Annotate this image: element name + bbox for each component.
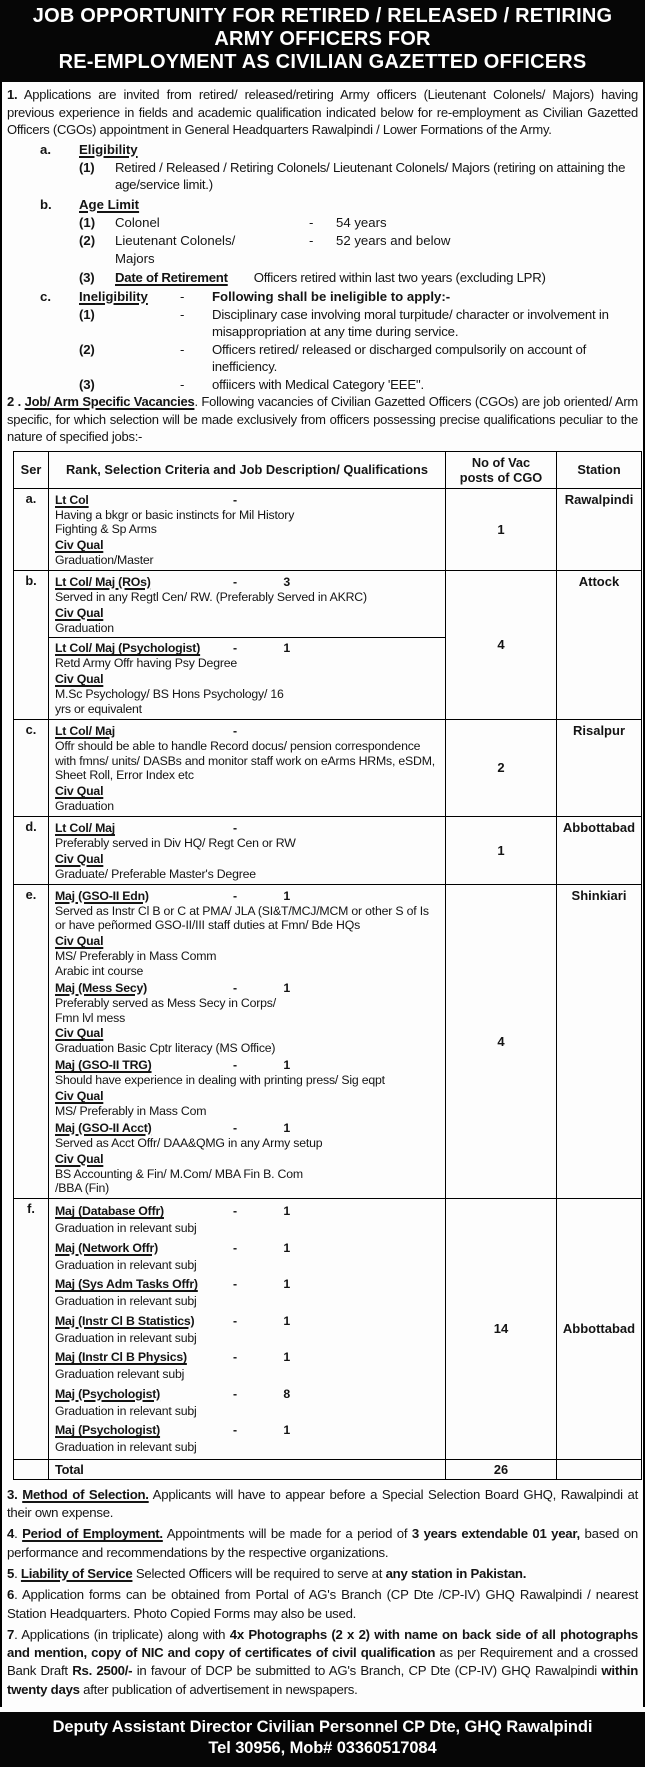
age-rank <box>115 214 309 232</box>
table-row <box>14 488 642 570</box>
station-cell: Shinkiari <box>557 884 642 1199</box>
vac-header-line1: No of Vac <box>471 454 531 470</box>
text-segment: 4 <box>7 1526 15 1542</box>
station-cell: Abbottabad <box>557 1199 642 1460</box>
footer-contact-line: Deputy Assistant Director Civilian Personnel CP Dte, GHQ Rawalpindi <box>52 1717 593 1736</box>
ser-cell: c. <box>14 719 49 816</box>
civ-qual-subhead: Civ Qual <box>55 1089 104 1104</box>
ser-cell: d. <box>14 817 49 885</box>
item-label: (3) <box>79 269 95 285</box>
text-segment: 3 years extendable 01 year, <box>411 1526 580 1542</box>
job-title-line <box>55 980 442 996</box>
column-header-ser: Ser <box>14 451 49 488</box>
dash-separator: - <box>233 641 237 656</box>
job-detail-text: Fmn lvl mess <box>55 1010 126 1025</box>
job-detail-text: Preferably served as Mess Secy in Corps/ <box>55 995 276 1010</box>
age-rank-line1: Colonel <box>115 214 160 230</box>
job-title: Maj (Psychologist) <box>55 1386 161 1401</box>
text-segment: 1. <box>7 87 18 102</box>
retirement-date-title: Date of Retirement <box>115 269 228 285</box>
dash-separator: - <box>233 1120 237 1135</box>
age-value: 54 years <box>336 214 387 230</box>
job-title: Maj (GSO-II TRG) <box>55 1058 152 1073</box>
dash-separator: - <box>309 232 314 248</box>
text-segment: after publication of advertisement in newspapers. <box>79 1681 358 1697</box>
total-label-cell: Total <box>49 1459 446 1479</box>
text-segment: Ineligibility <box>79 288 148 304</box>
text-segment: Following shall be ineligible to apply:- <box>212 288 451 304</box>
ser-cell: a. <box>14 488 49 570</box>
job-title: Maj (Sys Adm Tasks Offr) <box>55 1277 198 1292</box>
text-segment: Appointments will be made for a period of <box>162 1526 412 1542</box>
note-paragraph <box>7 1525 638 1562</box>
item-text <box>212 376 638 394</box>
job-post-count: 1 <box>283 641 290 656</box>
ad-title-line-3: RE-EMPLOYMENT AS CIVILIAN GAZETTED OFFICERS <box>58 51 587 73</box>
description-cell <box>49 884 446 1199</box>
ser-cell <box>14 1459 49 1479</box>
job-post-count: 1 <box>283 1423 290 1438</box>
dash-separator: - <box>233 723 237 738</box>
ad-body <box>0 82 645 1707</box>
ineligibility-title <box>79 287 180 306</box>
text-segment: 2 . <box>7 394 21 409</box>
text-segment: . Application forms can be obtained from Portal of AG's Branch (CP Dte /CP-IV) GHQ Rawalpindi / nearest Station Headquarters. Photo Copied Forms may also be used. <box>7 1587 638 1621</box>
job-detail-text: Served in any Regtl Cen/ RW. (Preferably Served in AKRC) <box>55 589 367 604</box>
job-title: Lt Col/ Maj <box>55 723 115 738</box>
job-detail-text: Preferably served in Div HQ/ Regt Cen or RW <box>55 836 296 851</box>
station-cell: Rawalpindi <box>557 488 642 570</box>
job-detail-text: Served as Acct Offr/ DAA&QMG in any Army setup <box>55 1135 323 1150</box>
job-post-count: 3 <box>283 574 290 589</box>
job-post-count: 1 <box>283 980 290 995</box>
item-label: b. <box>40 196 52 212</box>
job-title: Maj (Psychologist) <box>55 1423 161 1438</box>
note-paragraph <box>7 1586 638 1623</box>
job-post-count: 1 <box>283 1058 290 1073</box>
civ-qual-subhead: Civ Qual <box>55 784 104 799</box>
text-segment: 4x Photographs (2 x 2) with name on back side of all photographs and mention, copy of NIC and copy of certificates of civil qualification <box>7 1626 638 1661</box>
text-segment: Selected Officers will be required to serve at <box>132 1565 386 1581</box>
job-detail-text: Graduation <box>55 799 114 814</box>
intro-paragraph <box>7 393 638 446</box>
retirement-date-text: Officers retired within last two years (excluding LPR) <box>253 269 546 285</box>
notes-section <box>7 1486 638 1699</box>
job-title-line <box>55 1385 442 1403</box>
text-segment: . Following vacancies of Civilian Gazetted Officers (CGOs) are job oriented/ Arm specific, for which selection will be made exclusively from officers possessing precise qualifications peculiar to the nature of specified jobs:- <box>7 394 638 444</box>
dash-separator: - <box>233 1313 237 1328</box>
text-segment: Retired / Released / Retiring Colonels/ Lieutenant Colonels/ Majors (retiring on attaining the age/service limit.) <box>115 159 626 192</box>
description-cell <box>49 570 446 719</box>
job-title-line <box>55 1202 442 1220</box>
job-title-line <box>55 1348 442 1366</box>
station-cell: Risalpur <box>557 719 642 816</box>
dash-separator: - <box>233 1058 237 1073</box>
age-value: 52 years and below <box>336 232 451 248</box>
ser-cell: e. <box>14 884 49 1199</box>
job-title: Maj (Network Offr) <box>55 1240 158 1255</box>
intro-paragraph <box>7 86 638 139</box>
vacancies-table <box>13 451 642 1480</box>
age-rank-line1: Lieutenant Colonels/ <box>115 232 236 248</box>
job-title: Lt Col/ Maj (Psychologist) <box>55 641 201 656</box>
row-divider <box>49 637 445 638</box>
job-title: Maj (Instr Cl B Statistics) <box>55 1313 195 1328</box>
job-post-count: 1 <box>283 1277 290 1292</box>
job-title-line <box>55 1239 442 1257</box>
dash-separator: - <box>233 1277 237 1292</box>
job-detail-text: Graduation relevant subj <box>55 1367 185 1382</box>
description-cell <box>49 488 446 570</box>
job-detail-text: /BBA (Fin) <box>55 1181 110 1196</box>
text-segment: Liability of Service <box>20 1565 133 1581</box>
civ-qual-subhead: Civ Qual <box>55 605 104 620</box>
dash-separator: - <box>233 888 237 903</box>
text-segment: in favour of DCP be submitted to AG's Branch, CP Dte (CP-IV) GHQ Rawalpindi <box>132 1663 602 1679</box>
table-row <box>14 1199 642 1460</box>
civ-qual-subhead: Civ Qual <box>55 851 104 866</box>
dash-separator: - <box>233 492 237 507</box>
text-segment: based on performance and recommendations by the respective organizations. <box>7 1526 638 1560</box>
item-text <box>79 197 139 212</box>
text-segment: Period of Employment. <box>22 1526 163 1542</box>
vac-header-line2: posts of CGO <box>459 469 543 485</box>
job-detail-text: Should have experience in dealing with printing press/ Sig eqpt <box>55 1073 385 1088</box>
dash-separator: - <box>233 821 237 836</box>
job-title-line <box>55 1312 442 1330</box>
dash-separator: - <box>233 1386 237 1401</box>
job-detail-text: Served as Instr Cl B or C at PMA/ JLA (SI&T/MCJ/MCM or other S of Is or have peñormed GSO-II/III staff duties at Fmn/ Bde HQs <box>55 903 429 933</box>
job-detail-text: yrs or equivalent <box>55 702 142 717</box>
text-segment: Officers retired/ released or discharged compulsorily on account of inefficiency. <box>212 341 587 374</box>
job-post-count: 8 <box>283 1386 290 1401</box>
dash-separator: - <box>180 376 185 392</box>
dash-separator: - <box>233 1350 237 1365</box>
age-rank-line2: Majors <box>115 250 155 266</box>
text-segment: Applicants will have to appear before a Special Selection Board GHQ, Rawalpindi at their own expense. <box>7 1486 638 1521</box>
ineligibility-item <box>7 341 638 376</box>
job-detail-text: M.Sc Psychology/ BS Hons Psychology/ 16 <box>55 687 284 702</box>
job-title: Maj (Instr Cl B Physics) <box>55 1350 187 1365</box>
civ-qual-subhead: Civ Qual <box>55 672 104 687</box>
ineligibility-item <box>7 376 638 394</box>
job-title-line <box>55 640 442 656</box>
dash-separator: - <box>233 574 237 589</box>
job-title-line <box>55 574 442 590</box>
ser-cell: b. <box>14 570 49 719</box>
ad-title-line-2: ARMY OFFICERS FOR <box>214 28 431 50</box>
job-post-count: 1 <box>283 1313 290 1328</box>
job-title-line <box>55 888 442 904</box>
intro-label-line <box>7 140 638 159</box>
job-title-line <box>55 1057 442 1073</box>
text-segment: . <box>14 1565 21 1581</box>
item-label: c. <box>40 288 51 304</box>
item-label: (1) <box>79 306 95 322</box>
description-cell <box>49 1199 446 1460</box>
job-title-line <box>55 723 442 739</box>
job-detail-text: Graduation in relevant subj <box>55 1330 197 1345</box>
item-label: (2) <box>79 232 96 248</box>
job-post-count: 1 <box>283 1350 290 1365</box>
job-title: Lt Col/ Maj <box>55 821 115 836</box>
dash-separator: - <box>180 288 185 304</box>
retirement-date-row <box>7 268 638 287</box>
station-cell <box>557 1459 642 1479</box>
civ-qual-subhead: Civ Qual <box>55 934 104 949</box>
job-title-line <box>55 1275 442 1293</box>
age-limit-row <box>7 232 638 268</box>
table-row <box>14 719 642 816</box>
text-segment: Disciplinary case involving moral turpitude/ character or involvement in misappropriation at any time during service. <box>212 306 609 339</box>
text-segment: as per Requirement and a crossed Bank Draft <box>7 1645 639 1679</box>
item-label: (2) <box>79 341 95 357</box>
description-cell <box>49 817 446 885</box>
description-cell <box>49 719 446 816</box>
column-header-description: Rank, Selection Criteria and Job Description/ Qualifications <box>49 451 446 488</box>
job-detail-text: Graduate/ Preferable Master's Degree <box>55 866 256 881</box>
text-segment: Age Limit <box>79 196 140 212</box>
column-header-station: Station <box>557 451 642 488</box>
job-detail-text: Offr should be able to handle Record docus/ pension correspondence with fmns/ units/ DASBs and monitor staff work on eArms HRMs, eSDM, Sheet Roll, Error Index etc <box>55 738 435 783</box>
job-detail-text: Graduation/Master <box>55 553 154 568</box>
job-title: Maj (GSO-II Acct) <box>55 1120 152 1135</box>
item-text <box>212 306 638 341</box>
text-segment: 6 <box>7 1587 15 1603</box>
dash-separator: - <box>233 1204 237 1219</box>
job-detail-text: Having a bkgr or basic instincts for Mil History <box>55 507 295 522</box>
dash-separator: - <box>233 1423 237 1438</box>
job-post-count: 1 <box>283 1204 290 1219</box>
text-segment: any station in Pakistan. <box>385 1565 527 1581</box>
dash-separator: - <box>180 341 185 357</box>
job-post-count: 1 <box>283 888 290 903</box>
header-row <box>14 451 642 488</box>
job-detail-text: Fighting & Sp Arms <box>55 522 157 537</box>
job-title-line <box>55 1421 442 1439</box>
job-title-line <box>55 820 442 836</box>
text-segment: 5 <box>7 1565 15 1581</box>
age-rank <box>115 232 309 268</box>
vacancies-cell: 4 <box>446 884 557 1199</box>
vacancies-cell: 14 <box>446 1199 557 1460</box>
job-detail-text: Graduation in relevant subj <box>55 1257 197 1272</box>
civ-qual-subhead: Civ Qual <box>55 1026 104 1041</box>
item-text <box>212 341 638 376</box>
job-title-line <box>55 492 442 508</box>
job-title: Lt Col <box>55 492 89 507</box>
job-title: Lt Col/ Maj (ROs) <box>55 574 151 589</box>
vacancies-cell: 4 <box>446 570 557 719</box>
intro-numbered-item <box>7 159 638 194</box>
total-vacancies-cell: 26 <box>446 1459 557 1479</box>
job-title: Maj (Database Offr) <box>55 1204 164 1219</box>
ad-title-line-1: JOB OPPORTUNITY FOR RETIRED / RELEASED / RETIRING <box>32 5 613 27</box>
job-detail-text: MS/ Preferably in Mass Comm <box>55 949 217 964</box>
note-paragraph <box>7 1626 638 1699</box>
item-label: (1) <box>79 159 95 175</box>
table-row <box>14 570 642 719</box>
job-detail-text: Retd Army Offr having Psy Degree <box>55 656 238 671</box>
text-segment: . <box>14 1526 23 1542</box>
job-post-count: 1 <box>283 1120 290 1135</box>
ser-cell: f. <box>14 1199 49 1460</box>
job-post-count: 1 <box>283 1240 290 1255</box>
footer-phone-line: Tel 30956, Mob# 03360517084 <box>208 1738 437 1757</box>
item-label: (3) <box>79 376 95 392</box>
text-segment: . Applications (in triplicate) along with <box>14 1626 230 1642</box>
text-segment: offiicers with Medical Category 'EEE". <box>212 376 424 392</box>
job-title: Maj (Mess Secy) <box>55 980 148 995</box>
ineligibility-item <box>7 306 638 341</box>
job-detail-text: Graduation in relevant subj <box>55 1294 197 1309</box>
ineligibility-heading-row <box>7 287 638 306</box>
intro-label-line <box>7 195 638 214</box>
item-label: a. <box>40 141 51 157</box>
table-row <box>14 817 642 885</box>
vacancies-cell: 2 <box>446 719 557 816</box>
job-detail-text: Arabic int course <box>55 964 144 979</box>
table-row <box>14 884 642 1199</box>
civ-qual-subhead: Civ Qual <box>55 1151 104 1166</box>
station-cell: Abbottabad <box>557 817 642 885</box>
job-detail-text: BS Accounting & Fin/ M.Com/ MBA Fin B. Com <box>55 1166 303 1181</box>
job-detail-text: MS/ Preferably in Mass Com <box>55 1104 207 1119</box>
text-segment: within twenty days <box>7 1663 638 1697</box>
vacancies-cell: 1 <box>446 817 557 885</box>
dash-separator: - <box>233 980 237 995</box>
ad-footer-band <box>0 1712 645 1767</box>
text-segment: 7 <box>7 1626 15 1642</box>
dash-separator: - <box>233 1240 237 1255</box>
text-segment: Eligibility <box>79 141 138 157</box>
job-detail-text: Graduation in relevant subj <box>55 1403 197 1418</box>
note-paragraph <box>7 1565 638 1583</box>
intro-section <box>7 86 638 446</box>
vacancies-cell: 1 <box>446 488 557 570</box>
item-text <box>79 142 138 157</box>
ad-header-band <box>0 0 645 82</box>
station-cell: Attock <box>557 570 642 719</box>
text-segment: 3. <box>7 1486 23 1502</box>
civ-qual-subhead: Civ Qual <box>55 538 104 553</box>
text-segment: Rs. 2500/- <box>72 1663 133 1679</box>
dash-separator: - <box>180 306 185 322</box>
item-text <box>115 159 638 194</box>
job-title: Maj (GSO-II Edn) <box>55 888 149 903</box>
job-detail-text: Graduation in relevant subj <box>55 1221 197 1236</box>
text-segment: Applications are invited from retired/ released/retiring Army officers (Lieutenant Colonels/ Majors) having previous experience in fields and academic qualification indicated below for re-employment as Civilian Gazetted Officers (CGOs) appointment in General Headquarters Rawalpindi / Lower Formations of the Army. <box>7 87 638 137</box>
item-label: (1) <box>79 214 96 230</box>
dash-separator: - <box>309 214 314 230</box>
age-limit-row <box>7 214 638 232</box>
note-paragraph <box>7 1486 638 1523</box>
job-detail-text: Graduation <box>55 620 114 635</box>
table-total-row <box>14 1459 642 1479</box>
column-header-vacancies <box>446 451 557 488</box>
job-detail-text: Graduation in relevant subj <box>55 1440 197 1455</box>
text-segment: Method of Selection. <box>22 1486 149 1502</box>
text-segment: Job/ Arm Specific Vacancies <box>24 394 195 409</box>
ineligibility-heading-text <box>212 287 638 306</box>
job-title-line <box>55 1120 442 1136</box>
job-detail-text: Graduation Basic Cptr literacy (MS Office) <box>55 1041 276 1056</box>
